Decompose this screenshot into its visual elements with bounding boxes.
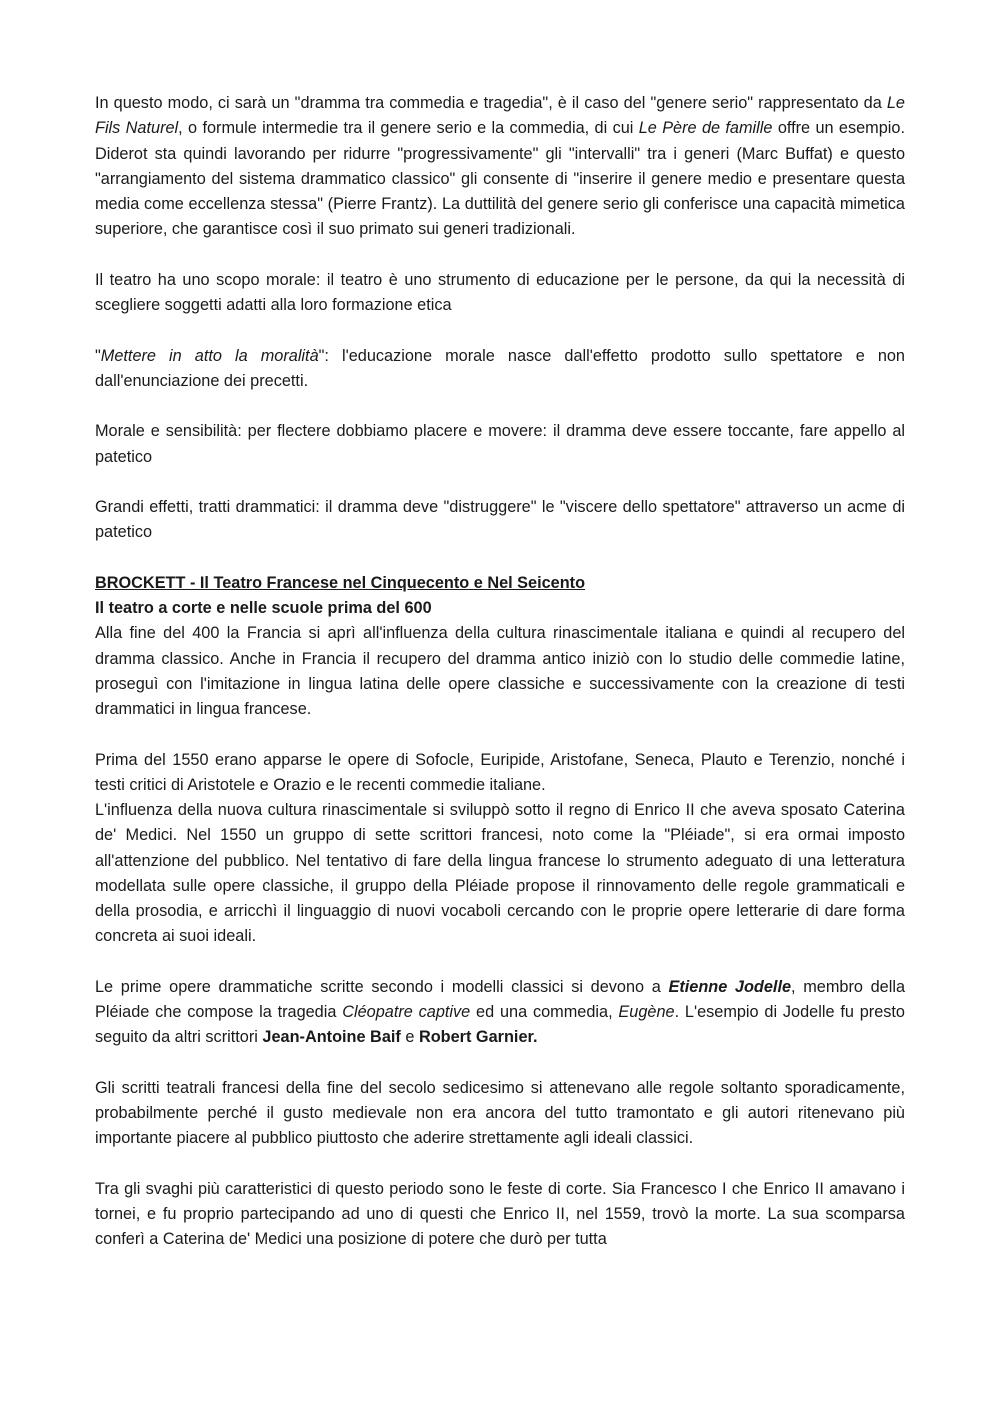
text-run: In questo modo, ci sarà un "dramma tra commedia e tragedia", è il caso del "genere serio" rappresentato da (95, 94, 887, 112)
text-run: ": l'educazione morale nasce dall'effetto prodotto sullo spettatore e non dall'enunciazione dei precetti. (95, 346, 905, 390)
paragraph-pleiade: L'influenza della nuova cultura rinascimentale si sviluppò sotto il regno di Enrico II che aveva sposato Caterina de' Medici. Nel 1550 un gruppo di sette scrittori francesi, noto come la "Pléiade", si era ormai imposto all'attenzione del pubblico. Nel tentativo di fare della lingua francese lo strumento adeguato di una letteratura modellata sulle opere classiche, il gruppo della Pléiade propose il rinnovamento delle regole grammaticali e della prosodia, e arricchì il linguaggio di nuovi vocaboli cercando con le proprie opere letterarie di dare forma concreta ai suoi ideali. (95, 801, 905, 946)
paragraph-jodelle (95, 975, 905, 1051)
work-title: Eugène (618, 1003, 675, 1021)
author-name: Etienne Jodelle (668, 977, 792, 996)
paragraph-feste-corte: Tra gli svaghi più caratteristici di questo periodo sono le feste di corte. Sia Francesco I che Enrico II amavano i tornei, e fu proprio partecipando ad uno di questi che Enrico II, nel 1559, trovò la morte. La sua scomparsa conferì a Caterina de' Medici una posizione di potere che durò per tutta (95, 1179, 905, 1249)
work-title: Cléopatre captive (342, 1003, 471, 1021)
paragraph-fine-400: Alla fine del 400 la Francia si aprì all'influenza della cultura rinascimentale italiana e quindi al recupero del dramma classico. Anche in Francia il recupero del dramma antico iniziò con lo studio delle commedie latine, proseguì con l'imitazione in lingua latina delle opere classiche e successivamente con la creazione di testi drammatici in lingua francese. (95, 624, 905, 718)
paragraph-genere-serio (95, 91, 905, 243)
text-run: Le prime opere drammatiche scritte secondo i modelli classici si devono a (95, 977, 669, 996)
text-run: , membro della Pléiade che compose la tragedia (95, 977, 905, 1021)
quoted-phrase: Mettere in atto la moralità (100, 346, 319, 365)
text-run: offre un esempio. Diderot sta quindi lavorando per ridurre "progressivamente" gli "intervalli" tra i generi (Marc Buffat) e questo "arrangiamento del sistema drammatico classico" gli consente di "inserire il genere medio e presentare questa media come eccellenza stessa" (Pierre Frantz). La duttilità del genere serio gli conferisce una capacità mimetica superiore, che garantisce così il suo primato sui generi tradizionali. (95, 119, 905, 239)
text-run: e (400, 1028, 419, 1047)
text-run: " (95, 346, 101, 365)
work-title: Le Père de famille (638, 119, 773, 138)
text-run: , o formule intermedie tra il genere serio e la commedia, di cui (178, 119, 639, 138)
work-title: Le Fils Naturel (95, 94, 905, 138)
document-page (95, 91, 905, 1253)
author-name: Robert Garnier. (418, 1028, 538, 1047)
paragraph-grandi-effetti: Grandi effetti, tratti drammatici: il dramma deve "distruggere" le "viscere dello spettatore" attraverso un acme di patetico (95, 498, 905, 542)
subsection-heading: Il teatro a corte e nelle scuole prima del 600 (95, 599, 432, 617)
text-run: . L'esempio di Jodelle fu presto seguito da altri scrittori (95, 1003, 905, 1047)
paragraph-prima-1550: Prima del 1550 erano apparse le opere di Sofocle, Euripide, Aristofane, Seneca, Plauto e Terenzio, nonché i testi critici di Aristotele e Orazio e le recenti commedie italiane. (95, 750, 905, 794)
paragraph-scopo-morale: Il teatro ha uno scopo morale: il teatro è uno strumento di educazione per le persone, da qui la necessità di scegliere soggetti adatti alla loro formazione etica (95, 270, 905, 314)
paragraph-moralita (95, 344, 905, 395)
paragraph-morale-sensibilita: Morale e sensibilità: per flectere dobbiamo placere e movere: il dramma deve essere toccante, fare appello al patetico (95, 422, 905, 466)
author-name: Jean-Antoine Baif (262, 1028, 401, 1047)
section-heading: BROCKETT - Il Teatro Francese nel Cinquecento e Nel Seicento (95, 573, 586, 592)
text-run: ed una commedia, (470, 1003, 619, 1021)
paragraph-scritti-teatrali: Gli scritti teatrali francesi della fine del secolo sedicesimo si attenevano alle regole soltanto sporadicamente, probabilmente perché il gusto medievale non era ancora del tutto tramontato e gli autori ritenevano più importante piacere al pubblico piuttosto che aderire strettamente agli ideali classici. (95, 1078, 905, 1148)
